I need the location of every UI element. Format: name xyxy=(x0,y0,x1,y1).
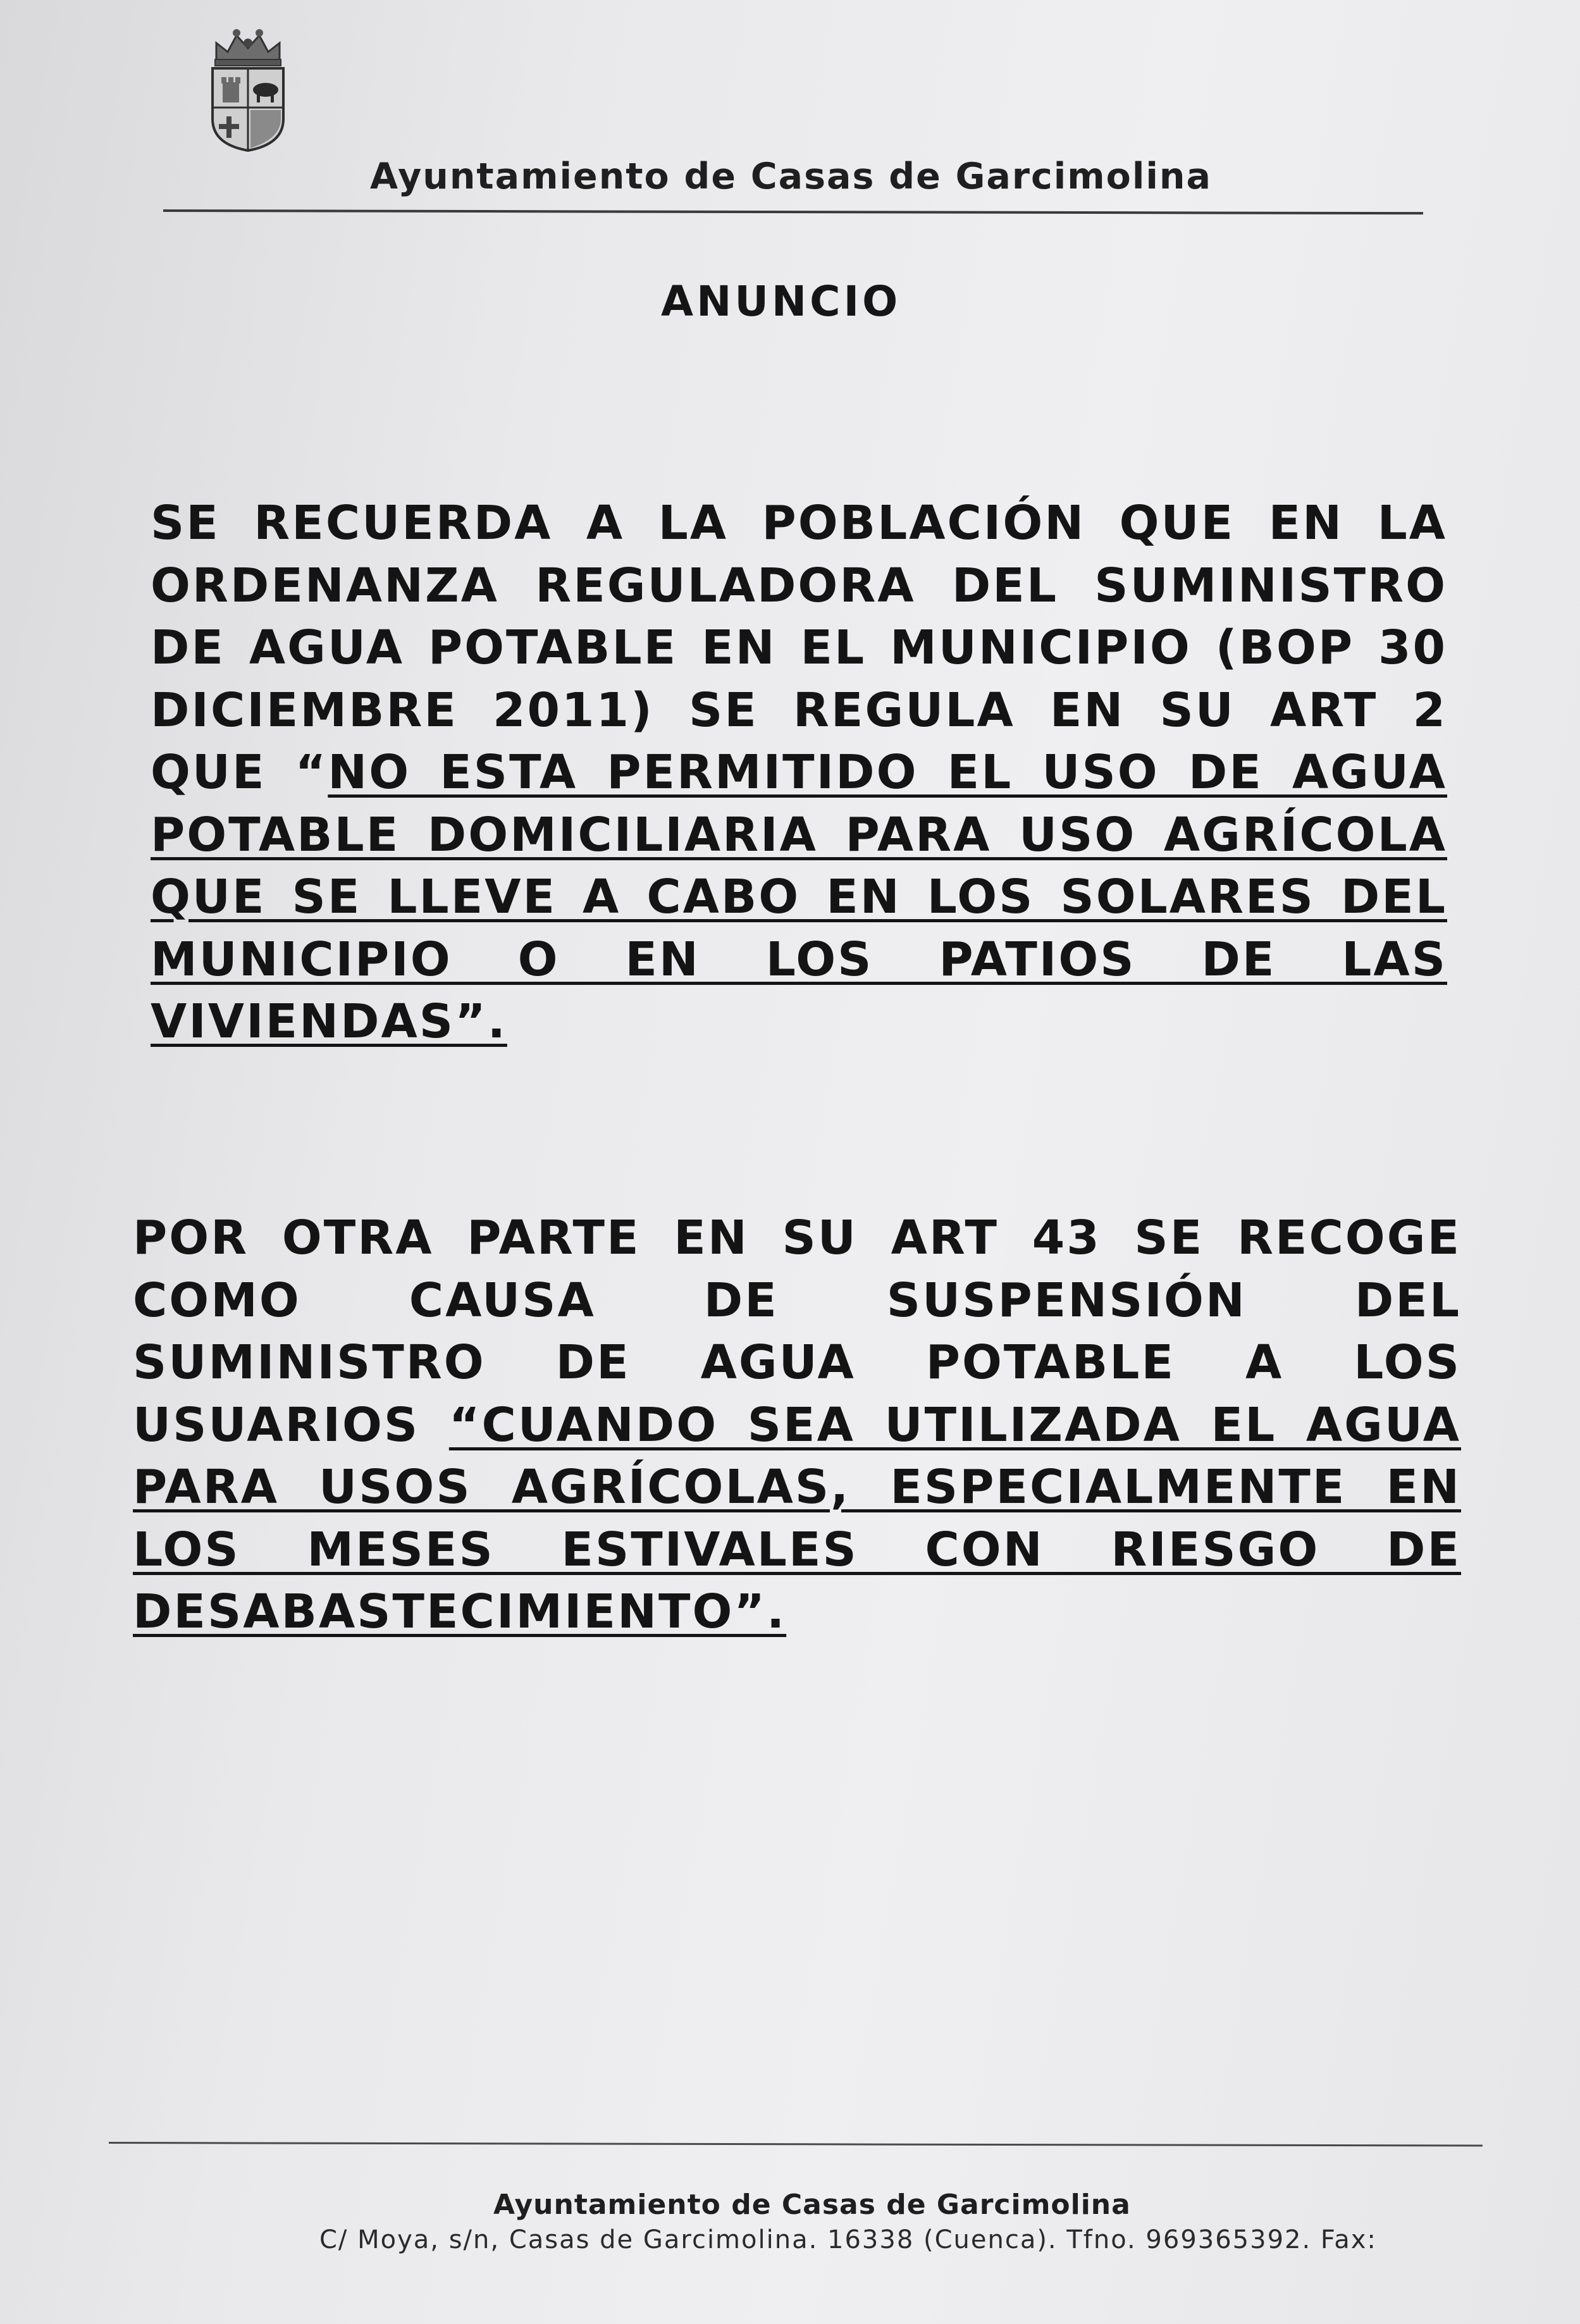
header-organization-name: Ayuntamiento de Casas de Garcimolina xyxy=(370,156,1212,197)
paragraph-2-intro: POR OTRA PARTE EN SU ART 43 SE RECOGE COMO CAUSA DE SUSPENSIÓN DEL SUMINISTRO DE AGUA POTABLE A LOS USUARIOS xyxy=(133,1211,1461,1452)
paragraph-1-intro: SE RECUERDA A LA POBLACIÓN QUE EN LA ORDENANZA REGULADORA DEL SUMINISTRO DE AGUA POTABLE EN EL MUNICIPIO (BOP 30 DICIEMBRE 2011) SE REGULA EN SU ART 2 QUE “ xyxy=(151,496,1447,800)
footer-divider xyxy=(109,2142,1483,2147)
notice-title: ANUNCIO xyxy=(661,277,901,326)
paragraph-1-quote: NO ESTA PERMITIDO EL USO DE AGUA POTABLE DOMICILIARIA PARA USO AGRÍCOLA QUE SE LLEVE A CABO EN LOS SOLARES DEL MUNICIPIO O EN LOS PATIOS DE LAS VIVIENDAS”. xyxy=(151,745,1447,1049)
footer-organization-name: Ayuntamiento de Casas de Garcimolina xyxy=(493,2189,1131,2221)
notice-paragraph-2 xyxy=(133,1207,1461,1643)
coat-of-arms-icon xyxy=(204,24,292,154)
footer-address: C/ Moya, s/n, Casas de Garcimolina. 16338 (Cuenca). Tfno. 969365392. Fax: xyxy=(319,2225,1377,2254)
header-divider xyxy=(163,209,1423,214)
paragraph-2-quote: “CUANDO SEA UTILIZADA EL AGUA PARA USOS AGRÍCOLAS, ESPECIALMENTE EN LOS MESES ESTIVALES CON RIESGO DE DESABASTECIMIENTO”. xyxy=(133,1397,1461,1639)
notice-paragraph-1 xyxy=(151,492,1447,1053)
